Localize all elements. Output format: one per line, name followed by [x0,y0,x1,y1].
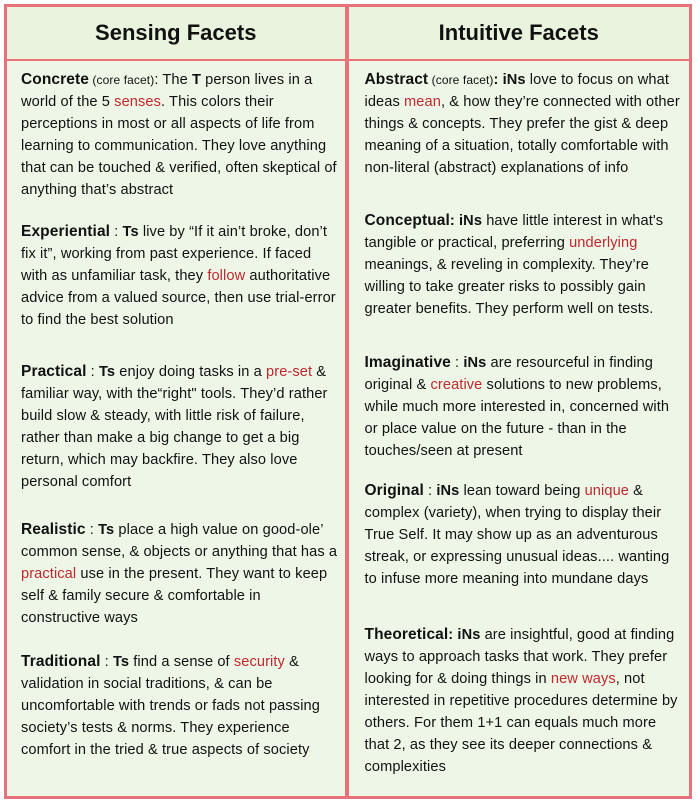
facet-text-post: meanings, & reveling in complexity. They’re willing to take greater risks to possibly gain greater benefits. They perform well on tests. [364,257,654,317]
facet-theoretical [365,624,683,778]
facet-conceptual [365,210,683,320]
facet-text-post: & validation in social traditions, & can be uncomfortable with trends or fads not passing society’s tests & norms. They experience comfort in the tried & true aspects of society [21,654,320,758]
facet-name: Traditional [21,653,101,670]
facet-text-post: . This colors their perceptions in most or all aspects of life from learning to communication. They love anything that can be touched & verified, often skeptical of anything that’s abstract [21,94,337,198]
facet-type-letter: iNs [502,72,526,88]
facet-separator: : [448,627,458,643]
facet-text-pre: are insightful, good at finding ways to approach tasks that work. They prefer looking for & doing things in [364,627,675,687]
facet-text-pre: place a high value on good-ole’ common sense, & objects or anything that has a [21,522,338,560]
facet-name: Concrete [21,71,89,88]
facet-name: Realistic [21,521,86,538]
facet-original [365,480,683,590]
facet-name: Theoretical [364,626,449,643]
facet-name: Abstract [364,71,429,88]
facet-text-pre: have little interest in what's tangible or practical, preferring [364,213,664,251]
facet-type-letter: Ts [112,654,130,670]
facet-highlight: creative [430,377,483,393]
facet-text-post: authoritative advice from a valued source, then use trial-error to find the best solution [21,268,336,328]
facet-highlight: senses [114,94,162,110]
facet-practical [21,361,339,493]
facet-type-letter: Ts [122,224,139,240]
facet-name: Experiential [21,223,111,240]
facet-highlight: pre-set [266,364,313,380]
facet-highlight: underlying [569,235,638,251]
facet-type-letter: iNs [463,355,487,371]
facet-name: Original [364,482,424,499]
facet-highlight: mean [404,94,441,110]
facet-text-pre: The [162,72,192,88]
facet-note: (core facet) [88,73,155,87]
facet-highlight: new ways [550,671,616,687]
facet-experiential [21,221,339,331]
facet-separator: : [449,213,460,229]
facet-imaginative [365,352,683,462]
facet-text-pre: live by “If it ain’t broke, don’t fix it”, working from past experience. If faced with as unfamiliar task, they [21,224,328,284]
facet-separator: : [86,364,99,380]
facet-text-post: , & how they’re connected with other things & concepts. They prefer the gist & deep meaning of a situation, totally comfortable with non-literal (abstract) explanations of info [364,94,680,176]
facet-text-mid: person lives in a world of the 5 [21,72,313,110]
facet-abstract [365,69,683,179]
facet-realistic [21,519,339,629]
comparison-chart [4,4,692,799]
facet-highlight: follow [207,268,246,284]
facet-separator: : [85,522,99,538]
facet-text-pre: find a sense of [129,654,234,670]
facet-separator: : [493,72,503,88]
facet-type-letter: iNs [457,627,481,643]
facet-separator: : [100,654,113,670]
facet-type-letter: Ts [98,522,115,538]
sensing-header: Sensing Facets [7,7,345,61]
facet-separator: : [423,483,437,499]
facet-type-letter: Ts [99,364,116,380]
intuitive-column [349,7,690,796]
facet-note: (core facet) [428,73,494,87]
facet-text-pre: lean toward being [459,483,585,499]
facet-highlight: unique [584,483,630,499]
facet-concrete [21,69,339,201]
facet-name: Imaginative [364,354,451,371]
facet-text-pre: are resourceful in finding original & [364,355,653,393]
facet-type-letter: T [191,72,201,88]
facet-text-pre: love to focus on what ideas [364,72,670,110]
facet-text-post: & complex (variety), when trying to display their True Self. It may show up as an adventurous streak, or expressing unusual ideas.... wanting to infuse more meaning into mundane days [364,483,670,587]
facet-type-letter: iNs [436,483,460,499]
facet-name: Conceptual [364,212,450,229]
sensing-column [7,7,345,796]
facet-separator: : [450,355,464,371]
facet-text-post: use in the present. They want to keep self & family secure & comfortable in constructive ways [21,566,328,626]
facet-name: Practical [21,363,87,380]
facet-text-post: solutions to new problems, while much more interested in, concerned with or place value on the future - than in the touches/seen at present [364,377,670,459]
facet-highlight: practical [21,566,77,582]
facet-traditional [21,651,339,761]
facet-text-post: & familiar way, with the“right" tools. They’d rather build slow & steady, with little risk of failure, rather than make a big change to get a big return, which may backfire. They also love personal comfort [21,364,328,490]
facet-highlight: security [233,654,285,670]
facet-separator: : [154,72,163,88]
facet-separator: : [110,224,123,240]
facet-text-pre: enjoy doing tasks in a [115,364,267,380]
facet-type-letter: iNs [459,213,483,229]
facet-text-post: , not interested in repetitive procedures determine by others. For them 1+1 can equals much more that 2, as they see its deeper connections & complexities [364,671,678,775]
intuitive-header: Intuitive Facets [349,7,690,61]
